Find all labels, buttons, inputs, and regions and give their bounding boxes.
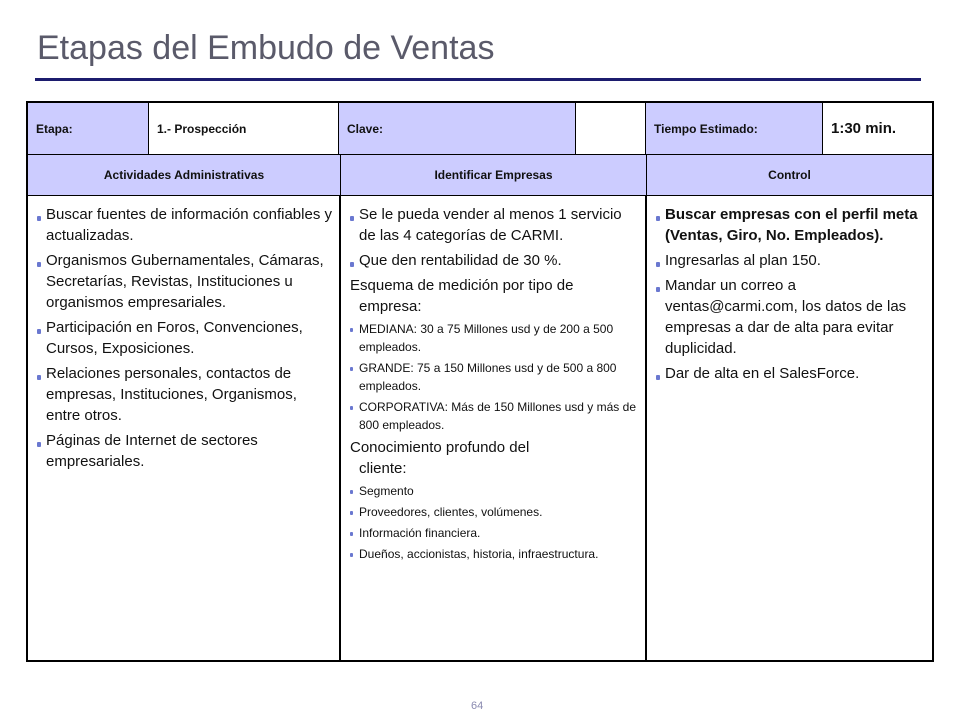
content-row (28, 196, 932, 660)
list-item: Que den rentabilidad de 30 %. (341, 250, 645, 271)
clave-value (576, 103, 646, 154)
bullet-icon (37, 329, 41, 334)
section-actividades: Actividades Administrativas (28, 155, 341, 195)
section-identificar: Identificar Empresas (341, 155, 647, 195)
bullet-icon (350, 490, 353, 494)
actividades-column (28, 196, 341, 660)
bullet-icon (350, 367, 353, 371)
stage-table (26, 101, 934, 662)
list-item: Segmento (341, 482, 645, 500)
list-item: Ingresarlas al plan 150. (647, 250, 932, 271)
section-control: Control (768, 168, 811, 182)
conocimiento-heading: Conocimiento profundo del cliente: (350, 439, 530, 477)
tiempo-label: Tiempo Estimado: (646, 103, 823, 154)
bullet-icon (350, 328, 353, 332)
bullet-icon (350, 511, 353, 515)
bullet-icon (37, 375, 41, 380)
page-number: 64 (471, 700, 484, 712)
etapa-value: 1.- Prospección (149, 103, 339, 154)
list-item: Relaciones personales, contactos de empresas, Instituciones, Organismos, entre otros. (28, 363, 339, 426)
list-item: Páginas de Internet de sectores empresariales. (28, 430, 339, 472)
esquema-heading: Esquema de medición por tipo de empresa: (350, 277, 574, 315)
bullet-icon (37, 442, 41, 447)
bullet-icon (656, 216, 660, 221)
bullet-icon (37, 216, 41, 221)
list-item: Dar de alta en el SalesForce. (647, 363, 932, 384)
list-item: Organismos Gubernamentales, Cámaras, Secretarías, Revistas, Instituciones u organismos empresariales. (28, 250, 339, 313)
page-title: Etapas del Embudo de Ventas (37, 29, 495, 67)
identificar-column (341, 196, 647, 660)
list-item: Proveedores, clientes, volúmenes. (341, 503, 645, 521)
tiempo-value: 1:30 min. (831, 120, 897, 137)
bullet-icon (656, 375, 660, 380)
bullet-icon (350, 553, 353, 557)
list-item: Se le pueda vender al menos 1 servicio de las 4 categorías de CARMI. (341, 204, 645, 246)
list-item: Mandar un correo a ventas@carmi.com, los datos de las empresas a dar de alta para evitar duplicidad. (647, 275, 932, 359)
list-item: Buscar fuentes de información confiables y actualizadas. (28, 204, 339, 246)
bullet-icon (656, 262, 660, 267)
list-item: CORPORATIVA: Más de 150 Millones usd y más de 800 empleados. (341, 398, 645, 434)
list-item: Información financiera. (341, 524, 645, 542)
bullet-icon (656, 287, 660, 292)
bullet-icon (350, 532, 353, 536)
clave-label: Clave: (339, 103, 576, 154)
header-row (28, 103, 932, 154)
title-underline (35, 78, 921, 81)
list-item: Dueños, accionistas, historia, infraestructura. (341, 545, 645, 563)
bullet-icon (350, 216, 354, 221)
list-item: MEDIANA: 30 a 75 Millones usd y de 200 a 500 empleados. (341, 320, 645, 356)
list-item: Participación en Foros, Convenciones, Cursos, Exposiciones. (28, 317, 339, 359)
list-item: GRANDE: 75 a 150 Millones usd y de 500 a 800 empleados. (341, 359, 645, 395)
bullet-icon (350, 406, 353, 410)
bullet-icon (37, 262, 41, 267)
section-row (28, 155, 932, 195)
list-item: Buscar empresas con el perfil meta (Ventas, Giro, No. Empleados). (647, 204, 932, 246)
etapa-label: Etapa: (28, 103, 149, 154)
bullet-icon (350, 262, 354, 267)
control-column (647, 196, 932, 660)
